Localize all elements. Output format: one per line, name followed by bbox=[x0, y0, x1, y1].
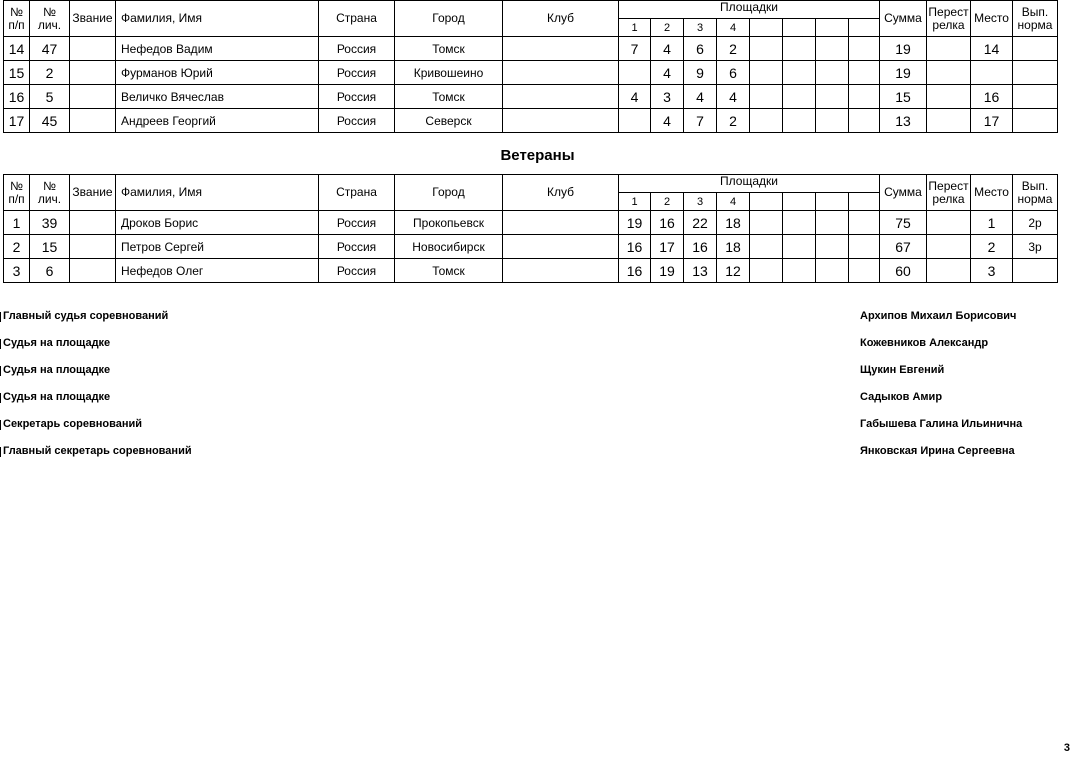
cell-score-4: 6 bbox=[717, 61, 750, 85]
header-fio: Фамилия, Имя bbox=[116, 1, 319, 37]
cell-empty bbox=[849, 109, 880, 133]
cell-empty bbox=[783, 61, 816, 85]
cell-mesto: 16 bbox=[971, 85, 1013, 109]
cell-mesto: 2 bbox=[971, 235, 1013, 259]
table-row bbox=[4, 85, 1058, 109]
official-role: Судья на площадке bbox=[3, 391, 111, 403]
cell-score-4: 12 bbox=[717, 259, 750, 283]
cell-strana: Россия bbox=[319, 211, 395, 235]
cell-empty bbox=[816, 211, 849, 235]
row-marker bbox=[0, 366, 1, 376]
cell-lich: 15 bbox=[30, 235, 70, 259]
cell-lich: 2 bbox=[30, 61, 70, 85]
cell-summa: 15 bbox=[880, 85, 927, 109]
cell-empty bbox=[816, 259, 849, 283]
cell-empty bbox=[849, 235, 880, 259]
cell-summa: 13 bbox=[880, 109, 927, 133]
header-pp: № п/п bbox=[4, 1, 30, 37]
cell-zvanie bbox=[70, 37, 116, 61]
cell-perestrelka bbox=[927, 61, 971, 85]
cell-pp: 14 bbox=[4, 37, 30, 61]
header-ploshchadka-5 bbox=[750, 19, 783, 37]
official-name: Габышева Галина Ильинична bbox=[860, 418, 1023, 430]
cell-strana: Россия bbox=[319, 259, 395, 283]
cell-score-1 bbox=[619, 61, 651, 85]
cell-klub bbox=[503, 259, 619, 283]
row-marker bbox=[0, 420, 1, 430]
table-row bbox=[4, 61, 1058, 85]
official-role: Главный секретарь соревнований bbox=[3, 445, 192, 457]
cell-klub bbox=[503, 37, 619, 61]
header-mesto: Место bbox=[971, 1, 1013, 37]
cell-lich: 39 bbox=[30, 211, 70, 235]
cell-klub bbox=[503, 61, 619, 85]
cell-empty bbox=[750, 61, 783, 85]
cell-norma: 2р bbox=[1013, 211, 1058, 235]
cell-summa: 19 bbox=[880, 37, 927, 61]
cell-score-1: 16 bbox=[619, 235, 651, 259]
cell-perestrelka bbox=[927, 85, 971, 109]
official-role: Судья на площадке bbox=[3, 364, 111, 376]
official-row bbox=[0, 388, 1075, 415]
cell-zvanie bbox=[70, 61, 116, 85]
cell-score-3: 6 bbox=[684, 37, 717, 61]
header-norma: Вып. норма bbox=[1013, 1, 1058, 37]
header-klub: Клуб bbox=[503, 175, 619, 211]
veterans-title: Ветераны bbox=[500, 147, 575, 164]
cell-pp: 2 bbox=[4, 235, 30, 259]
header-lich: № лич. bbox=[30, 175, 70, 211]
cell-score-3: 4 bbox=[684, 85, 717, 109]
table-row bbox=[4, 211, 1058, 235]
cell-score-1: 4 bbox=[619, 85, 651, 109]
official-role: Судья на площадке bbox=[3, 337, 111, 349]
official-name: Щукин Евгений bbox=[860, 364, 945, 376]
cell-score-3: 7 bbox=[684, 109, 717, 133]
cell-perestrelka bbox=[927, 109, 971, 133]
cell-empty bbox=[750, 259, 783, 283]
cell-lich: 45 bbox=[30, 109, 70, 133]
header-ploshchadka-2: 2 bbox=[651, 193, 684, 211]
cell-fio: Нефедов Вадим bbox=[116, 37, 319, 61]
cell-mesto: 17 bbox=[971, 109, 1013, 133]
cell-perestrelka bbox=[927, 235, 971, 259]
cell-score-2: 4 bbox=[651, 37, 684, 61]
header-ploshchadka-3: 3 bbox=[684, 193, 717, 211]
header-ploshchadka-8 bbox=[849, 19, 880, 37]
cell-score-3: 9 bbox=[684, 61, 717, 85]
table-row bbox=[4, 37, 1058, 61]
header-ploshchadka-7 bbox=[816, 193, 849, 211]
row-marker bbox=[0, 393, 1, 403]
row-marker bbox=[0, 312, 1, 322]
cell-perestrelka bbox=[927, 37, 971, 61]
cell-strana: Россия bbox=[319, 37, 395, 61]
cell-summa: 75 bbox=[880, 211, 927, 235]
cell-gorod: Новосибирск bbox=[395, 235, 503, 259]
row-marker bbox=[0, 447, 1, 457]
cell-empty bbox=[783, 235, 816, 259]
cell-empty bbox=[816, 85, 849, 109]
official-name: Кожевников Александр bbox=[860, 337, 989, 349]
cell-score-2: 4 bbox=[651, 109, 684, 133]
veterans-table bbox=[3, 174, 1058, 283]
cell-summa: 19 bbox=[880, 61, 927, 85]
table-row bbox=[4, 259, 1058, 283]
official-row bbox=[0, 361, 1075, 388]
header-ploshchadka-4: 4 bbox=[717, 19, 750, 37]
cell-zvanie bbox=[70, 259, 116, 283]
page-number: 3 bbox=[1063, 742, 1070, 754]
cell-empty bbox=[750, 211, 783, 235]
cell-empty bbox=[849, 85, 880, 109]
cell-score-1: 19 bbox=[619, 211, 651, 235]
cell-klub bbox=[503, 211, 619, 235]
official-row bbox=[0, 307, 1075, 334]
cell-strana: Россия bbox=[319, 235, 395, 259]
cell-gorod: Томск bbox=[395, 85, 503, 109]
cell-fio: Фурманов Юрий bbox=[116, 61, 319, 85]
cell-empty bbox=[849, 61, 880, 85]
header-gorod: Город bbox=[395, 1, 503, 37]
cell-empty bbox=[750, 235, 783, 259]
cell-score-2: 19 bbox=[651, 259, 684, 283]
header-norma: Вып. норма bbox=[1013, 175, 1058, 211]
official-role: Главный судья соревнований bbox=[3, 310, 169, 322]
official-role: Секретарь соревнований bbox=[3, 418, 143, 430]
cell-fio: Петров Сергей bbox=[116, 235, 319, 259]
cell-gorod: Северск bbox=[395, 109, 503, 133]
cell-score-4: 18 bbox=[717, 211, 750, 235]
cell-perestrelka bbox=[927, 259, 971, 283]
cell-perestrelka bbox=[927, 211, 971, 235]
cell-summa: 60 bbox=[880, 259, 927, 283]
header-ploshchadki: Площадки bbox=[619, 1, 880, 19]
header-ploshchadka-1: 1 bbox=[619, 19, 651, 37]
official-row bbox=[0, 442, 1075, 469]
cell-score-1: 7 bbox=[619, 37, 651, 61]
header-lich: № лич. bbox=[30, 1, 70, 37]
cell-fio: Нефедов Олег bbox=[116, 259, 319, 283]
cell-empty bbox=[783, 211, 816, 235]
cell-klub bbox=[503, 235, 619, 259]
header-zvanie: Звание bbox=[70, 1, 116, 37]
cell-empty bbox=[816, 61, 849, 85]
cell-empty bbox=[849, 37, 880, 61]
header-gorod: Город bbox=[395, 175, 503, 211]
cell-pp: 3 bbox=[4, 259, 30, 283]
cell-norma bbox=[1013, 61, 1058, 85]
officials-list bbox=[0, 307, 1075, 469]
row-marker bbox=[0, 339, 1, 349]
official-name: Янковская Ирина Сергеевна bbox=[860, 445, 1015, 457]
cell-zvanie bbox=[70, 211, 116, 235]
header-ploshchadka-3: 3 bbox=[684, 19, 717, 37]
header-row bbox=[4, 175, 1058, 193]
header-pp: № п/п bbox=[4, 175, 30, 211]
header-klub: Клуб bbox=[503, 1, 619, 37]
cell-norma bbox=[1013, 259, 1058, 283]
cell-score-3: 22 bbox=[684, 211, 717, 235]
official-row bbox=[0, 415, 1075, 442]
cell-zvanie bbox=[70, 109, 116, 133]
header-ploshchadka-1: 1 bbox=[619, 193, 651, 211]
header-ploshchadki: Площадки bbox=[619, 175, 880, 193]
cell-score-2: 4 bbox=[651, 61, 684, 85]
official-name: Архипов Михаил Борисович bbox=[860, 310, 1017, 322]
header-ploshchadka-6 bbox=[783, 19, 816, 37]
cell-empty bbox=[816, 37, 849, 61]
cell-lich: 47 bbox=[30, 37, 70, 61]
cell-klub bbox=[503, 85, 619, 109]
cell-fio: Андреев Георгий bbox=[116, 109, 319, 133]
cell-gorod: Томск bbox=[395, 259, 503, 283]
cell-gorod: Кривошеино bbox=[395, 61, 503, 85]
header-summa: Сумма bbox=[880, 1, 927, 37]
cell-empty bbox=[750, 85, 783, 109]
cell-score-3: 13 bbox=[684, 259, 717, 283]
cell-lich: 5 bbox=[30, 85, 70, 109]
cell-strana: Россия bbox=[319, 61, 395, 85]
header-ploshchadka-5 bbox=[750, 193, 783, 211]
cell-lich: 6 bbox=[30, 259, 70, 283]
cell-fio: Величко Вячеслав bbox=[116, 85, 319, 109]
cell-empty bbox=[849, 259, 880, 283]
cell-empty bbox=[783, 109, 816, 133]
cell-score-1: 16 bbox=[619, 259, 651, 283]
cell-mesto: 1 bbox=[971, 211, 1013, 235]
header-row bbox=[4, 1, 1058, 19]
header-ploshchadka-6 bbox=[783, 193, 816, 211]
header-ploshchadka-4: 4 bbox=[717, 193, 750, 211]
table1-table bbox=[3, 0, 1058, 133]
cell-zvanie bbox=[70, 85, 116, 109]
cell-empty bbox=[750, 37, 783, 61]
table-row bbox=[4, 235, 1058, 259]
cell-norma bbox=[1013, 37, 1058, 61]
cell-pp: 1 bbox=[4, 211, 30, 235]
cell-empty bbox=[783, 85, 816, 109]
cell-summa: 67 bbox=[880, 235, 927, 259]
cell-score-4: 4 bbox=[717, 85, 750, 109]
cell-mesto: 3 bbox=[971, 259, 1013, 283]
header-ploshchadka-2: 2 bbox=[651, 19, 684, 37]
header-strana: Страна bbox=[319, 175, 395, 211]
cell-mesto bbox=[971, 61, 1013, 85]
header-strana: Страна bbox=[319, 1, 395, 37]
cell-pp: 17 bbox=[4, 109, 30, 133]
cell-gorod: Томск bbox=[395, 37, 503, 61]
header-ploshchadka-7 bbox=[816, 19, 849, 37]
cell-pp: 16 bbox=[4, 85, 30, 109]
header-zvanie: Звание bbox=[70, 175, 116, 211]
cell-klub bbox=[503, 109, 619, 133]
header-ploshchadka-8 bbox=[849, 193, 880, 211]
cell-gorod: Прокопьевск bbox=[395, 211, 503, 235]
cell-pp: 15 bbox=[4, 61, 30, 85]
cell-score-2: 17 bbox=[651, 235, 684, 259]
header-perestrelka: Перест релка bbox=[927, 175, 971, 211]
header-mesto: Место bbox=[971, 175, 1013, 211]
cell-strana: Россия bbox=[319, 85, 395, 109]
official-row bbox=[0, 334, 1075, 361]
cell-mesto: 14 bbox=[971, 37, 1013, 61]
cell-score-1 bbox=[619, 109, 651, 133]
cell-strana: Россия bbox=[319, 109, 395, 133]
header-summa: Сумма bbox=[880, 175, 927, 211]
cell-norma bbox=[1013, 85, 1058, 109]
cell-empty bbox=[750, 109, 783, 133]
cell-score-3: 16 bbox=[684, 235, 717, 259]
cell-score-4: 2 bbox=[717, 109, 750, 133]
cell-score-4: 2 bbox=[717, 37, 750, 61]
cell-score-4: 18 bbox=[717, 235, 750, 259]
official-name: Садыков Амир bbox=[860, 391, 943, 403]
cell-score-2: 16 bbox=[651, 211, 684, 235]
table-row bbox=[4, 109, 1058, 133]
cell-norma bbox=[1013, 109, 1058, 133]
cell-empty bbox=[816, 109, 849, 133]
header-perestrelka: Перест релка bbox=[927, 1, 971, 37]
cell-score-2: 3 bbox=[651, 85, 684, 109]
cell-empty bbox=[783, 259, 816, 283]
cell-empty bbox=[816, 235, 849, 259]
cell-fio: Дроков Борис bbox=[116, 211, 319, 235]
cell-empty bbox=[783, 37, 816, 61]
cell-empty bbox=[849, 211, 880, 235]
header-fio: Фамилия, Имя bbox=[116, 175, 319, 211]
cell-norma: 3р bbox=[1013, 235, 1058, 259]
cell-zvanie bbox=[70, 235, 116, 259]
